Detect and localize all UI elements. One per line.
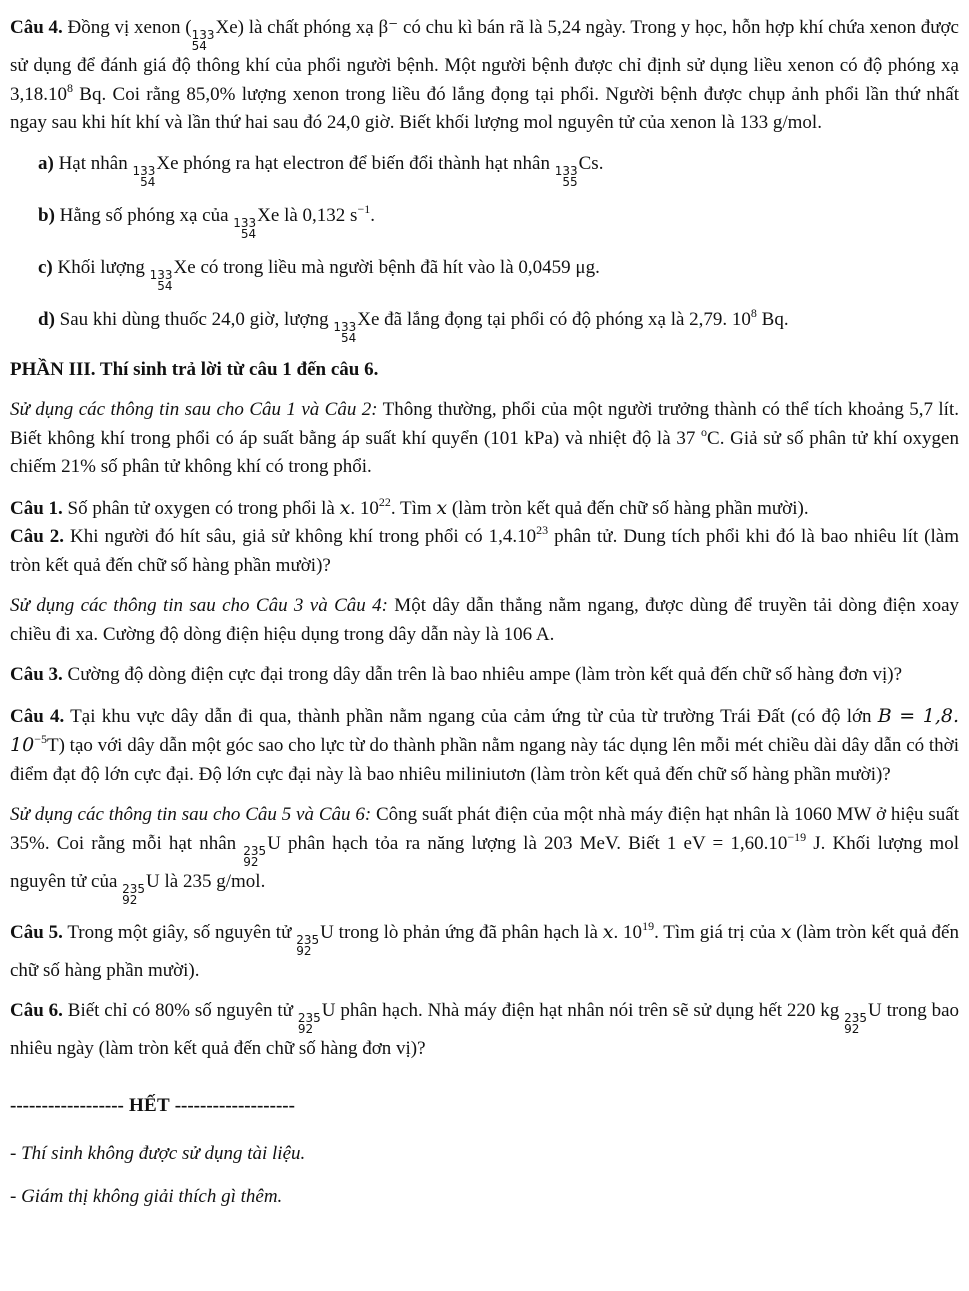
question-1: Câu 1. Số phân tử oxygen có trong phổi là x. $10^{22}$. Tìm x (làm tròn kết quả đến chữ số hàng phần mười).: [10, 494, 809, 519]
question-4-part3: Câu 4. Tại khu vực dây dẫn đi qua, thành phần nằm ngang của cảm ứng từ của từ trường Trái Đất (có độ lớn B = 1,8. $10^{-5}T$) tạo với dây dẫn một góc sao cho lực từ do thành phần nằm ngang này tác dụng lên mỗi mét chiều dài dây dẫn có thời điểm đạt độ lớn cực đại. Độ lớn cực đại này là bao nhiêu miliniutơn (làm tròn kết quả đến chữ số hàng phần mười)?: [10, 704, 959, 785]
end-marker: ------------------ HẾT -------------------: [10, 1094, 295, 1116]
option-b: b) Hằng số phóng xạ của 133 54 Xe là 0,132 $s^{-1}$.: [38, 201, 375, 241]
cs-133-nuclide: 133 55 Cs: [554, 152, 599, 189]
xe-133-nuclide: 133 54 Xe: [191, 17, 238, 53]
info-block-q3-q4: Sử dụng các thông tin sau cho Câu 3 và Câu 4: Một dây dẫn thẳng nằm ngang, được dùng để truyền tải dòng điện xoay chiều đi xa. Cường độ dòng điện hiệu dụng trong dây dẫn này là 106 A.: [10, 595, 959, 645]
u-235-nuclide: 235 92 U: [296, 921, 334, 958]
option-a: a) Hạt nhân 133 54 Xe phóng ra hạt electron để biến đổi thành hạt nhân 133 55 Cs.: [10, 150, 959, 188]
question-label: Câu 4.: [10, 17, 63, 38]
question-6: Câu 6. Biết chỉ có 80% số nguyên tử 235 92 U phân hạch. Nhà máy điện hạt nhân nói trên sẽ sử dụng hết 220 kg 235 92 U trong bao nhiêu ngày (làm tròn kết quả đến chữ số hàng đơn vị)?: [10, 997, 959, 1064]
u-235-nuclide: 235 92 U: [122, 870, 160, 907]
field-formula: B = 1,8. 10: [10, 704, 959, 756]
u-235-nuclide: 235 92 U: [243, 832, 281, 869]
xe-133-nuclide: 133 54 Xe: [132, 152, 179, 189]
question-4-stem: Câu 4. Đồng vị xenon ( 133 54 Xe) là chất phóng xạ β⁻ có chu kì bán rã là 5,24 ngày. Trong y học, hỗn hợp khí chứa xenon được sử dụng để đánh giá độ thông khí của phổi người bệnh. Một người bệnh được chỉ định sử dụng liều xenon có độ phóng xạ 3,18.10$^8$ Bq. Coi rằng 85,0% lượng xenon trong liều đó lắng đọng tại phổi. Người bệnh được chụp ảnh phổi lần thứ nhất ngay sau khi hít khí và lần thứ hai sau đó 24,0 giờ. Biết khối lượng mol nguyên tử của xenon là 133 g/mol.: [10, 14, 959, 138]
part-3-heading: PHẦN III. Thí sinh trả lời từ câu 1 đến câu 6.: [10, 358, 379, 380]
option-c: c) Khối lượng 133 54 Xe có trong liều mà người bệnh đã hít vào là 0,0459 μg.: [10, 254, 959, 292]
xe-133-nuclide: 133 54 Xe: [333, 308, 380, 345]
xe-133-nuclide: 133 54 Xe: [149, 256, 196, 293]
xe-133-nuclide: 133 54 Xe: [233, 204, 280, 241]
option-d: d) Sau khi dùng thuốc 24,0 giờ, lượng 133 54 Xe đã lắng đọng tại phổi có độ phóng xạ là 2,79. $10^8$ Bq.: [38, 305, 789, 345]
footer-note-2: - Giám thị không giải thích gì thêm.: [10, 1185, 283, 1207]
footer-note-1: - Thí sinh không được sử dụng tài liệu.: [10, 1143, 306, 1164]
u-235-nuclide: 235 92 U: [297, 1000, 336, 1036]
question-3: Câu 3. Cường độ dòng điện cực đại trong dây dẫn trên là bao nhiêu ampe (làm tròn kết quả đến chữ số hàng đơn vị)?: [10, 664, 903, 685]
question-2: Câu 2. Khi người đó hít sâu, giả sử không khí trong phổi có 1,4.10$^{23}$ phân tử. Dung tích phổi khi đó là bao nhiêu lít (làm tròn kết quả đến chữ số hàng phần mười)?: [10, 523, 959, 576]
u-235-nuclide: 235 92 U: [844, 1000, 882, 1036]
question-5: Câu 5. Trong một giây, số nguyên tử 235 92 U trong lò phản ứng đã phân hạch là x. $10^{19}$. Tìm giá trị của x (làm tròn kết quả đến chữ số hàng phần mười).: [10, 918, 959, 981]
info-block-q5-q6: Sử dụng các thông tin sau cho Câu 5 và Câu 6: Công suất phát điện của một nhà máy điện hạt nhân là 1060 MW ở hiệu suất 35%. Coi rằng mỗi hạt nhân 235 92 U phân hạch tỏa ra năng lượng là 203 MeV. Biết 1 eV = $1,60.10^{-19}$ J. Khối lượng mol nguyên tử của 235 92 U là 235 g/mol.: [10, 804, 959, 907]
info-block-q1-q2: Sử dụng các thông tin sau cho Câu 1 và Câu 2: Thông thường, phổi của một người trưởng thành có thể tích khoảng 5,7 lít. Biết không khí trong phổi có áp suất bằng áp suất khí quyển (101 kPa) và nhiệt độ là 37 $^o$C. Giả sử số phân tử khí oxygen chiếm 21% số phân tử không khí có trong phổi.: [10, 399, 959, 477]
